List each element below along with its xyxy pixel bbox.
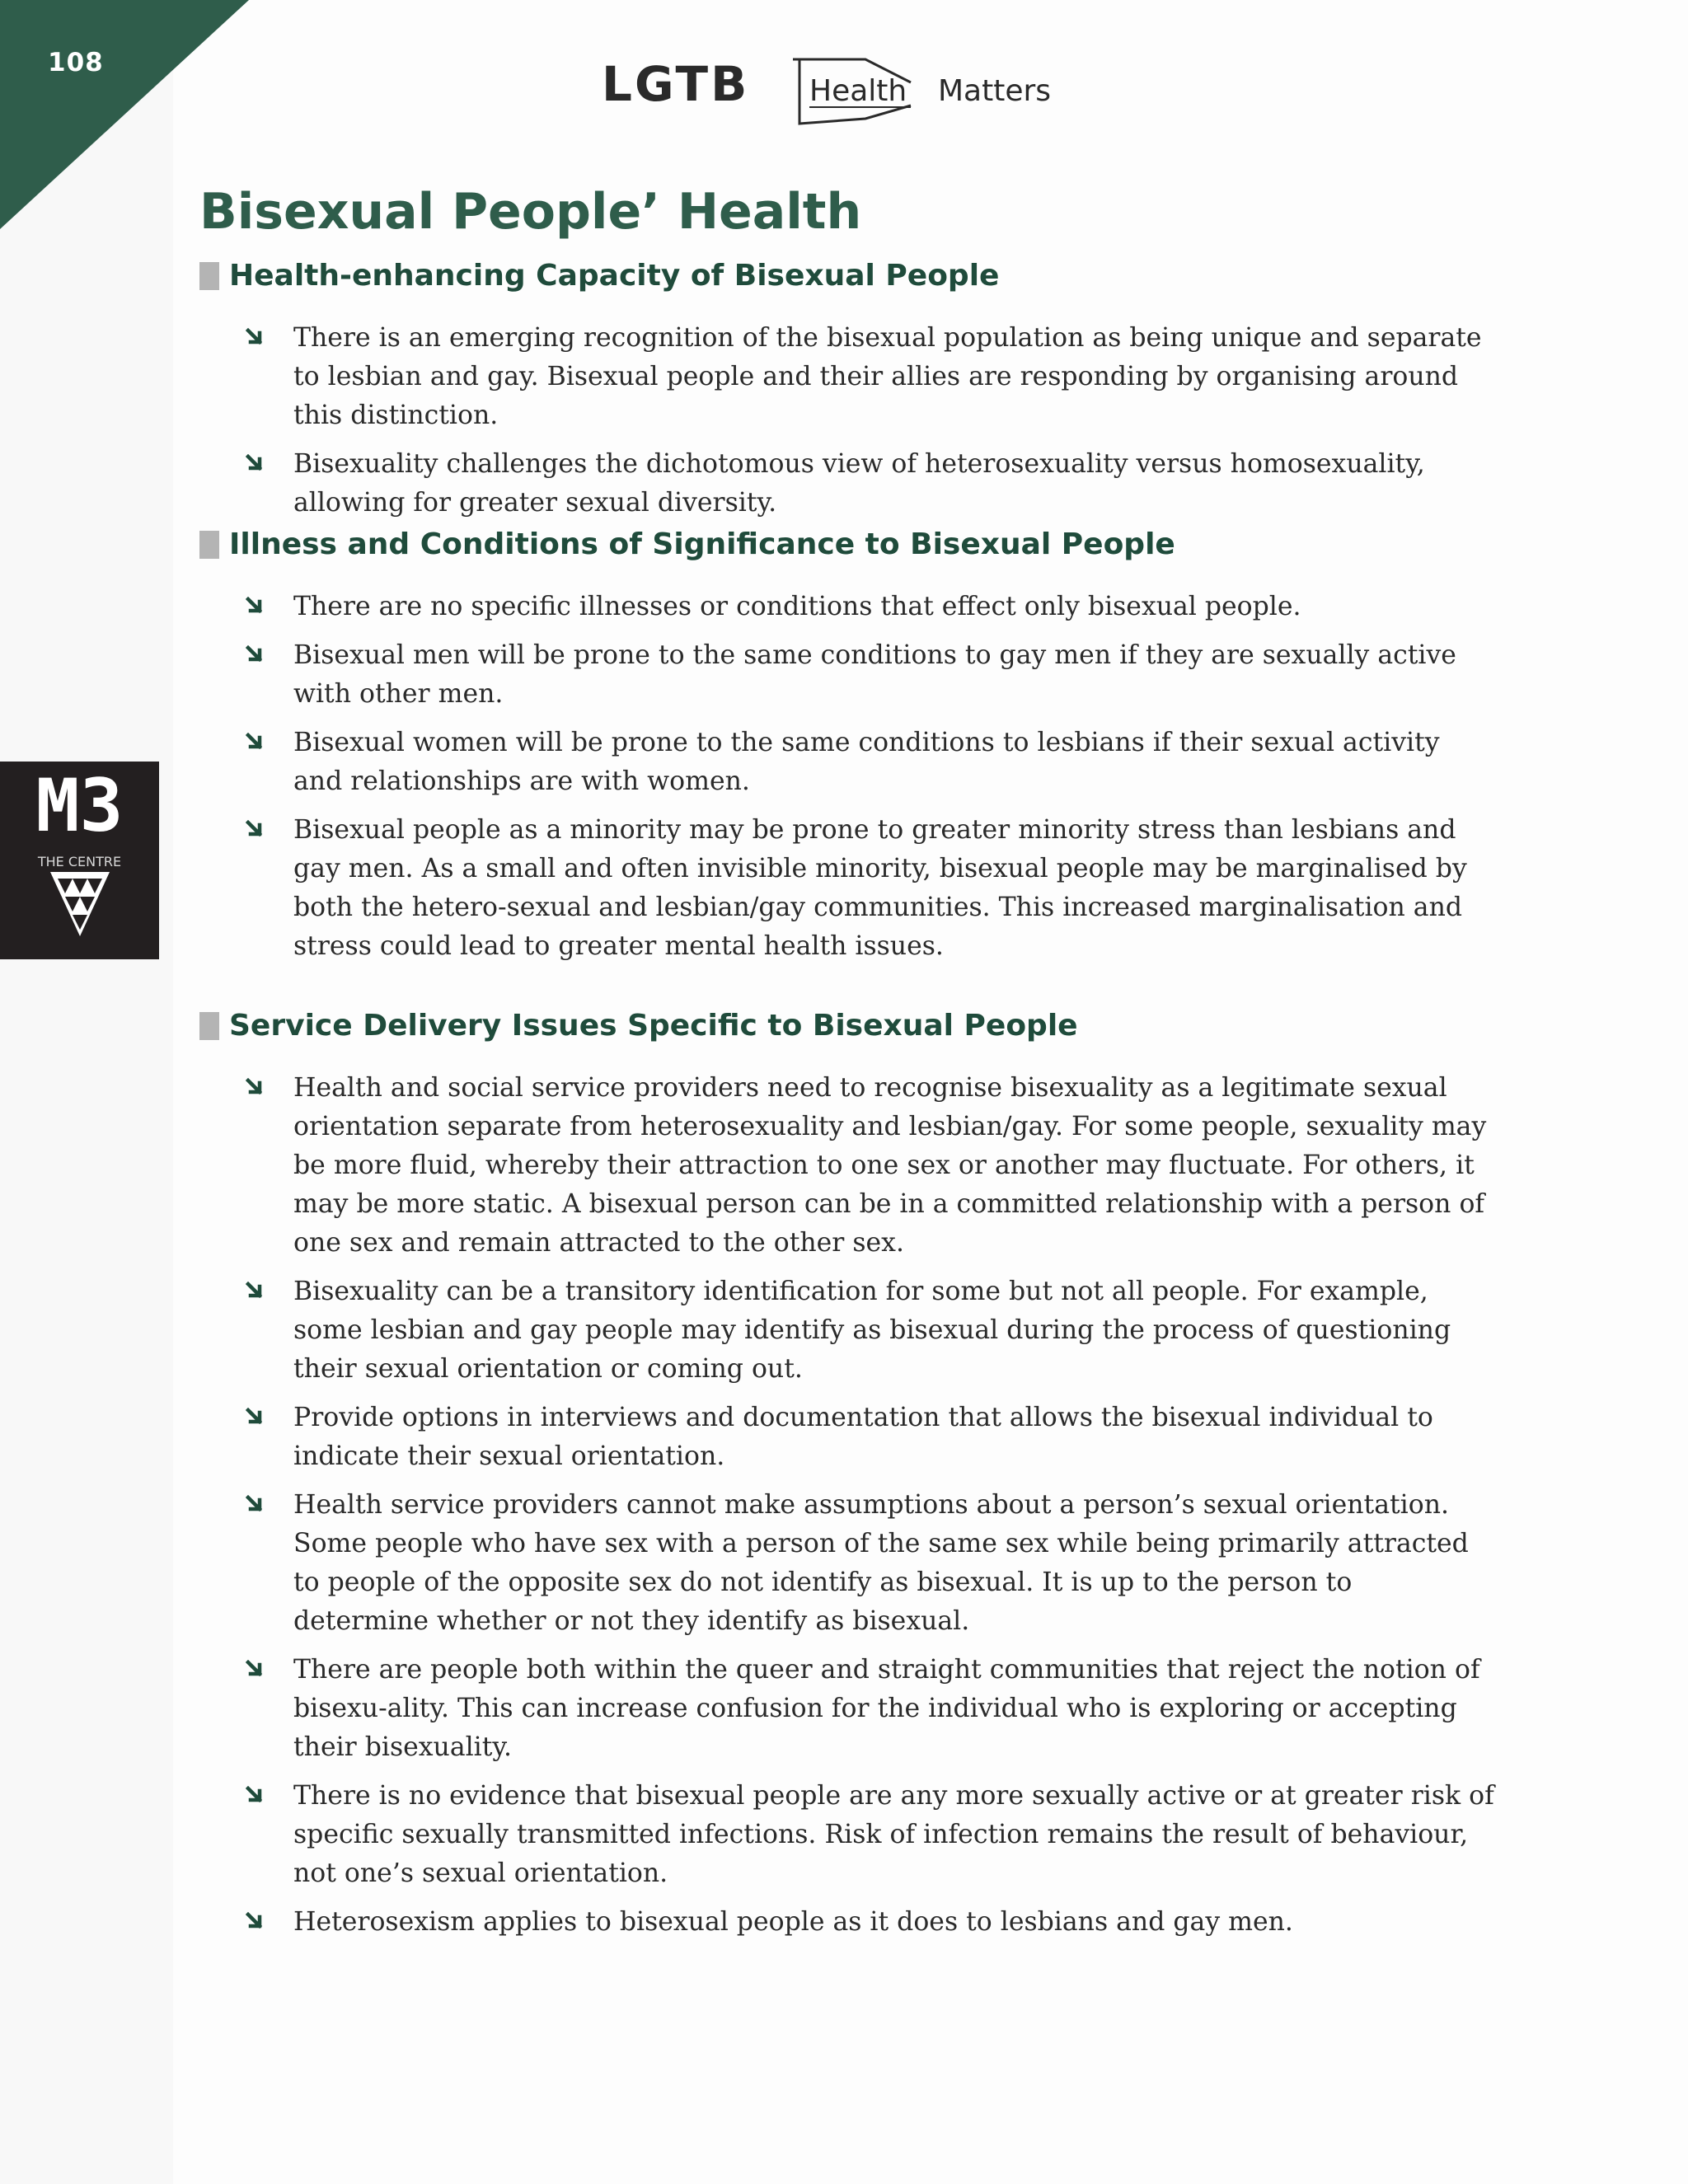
logo-mark: LGTB — [602, 56, 750, 112]
bullet-list-capacity — [242, 319, 1495, 532]
section-heading-capacity — [199, 259, 999, 293]
arrow-down-right-icon — [242, 811, 293, 838]
header-logo — [602, 54, 1096, 129]
heading-marker — [199, 262, 219, 290]
page-number: 108 — [48, 48, 104, 77]
bullet-text: There is no evidence that bisexual people are any more sexually active or at greater risk of specific sexually transmitted infections. Risk of infection remains the result of behaviour, not one’s sexual orientation. — [293, 1781, 1494, 1888]
bullet-text: Heterosexism applies to bisexual people as it does to lesbians and gay men. — [293, 1907, 1293, 1937]
list-item — [242, 1272, 1495, 1389]
list-item — [242, 1903, 1495, 1942]
module-tab — [0, 762, 159, 959]
list-item — [242, 724, 1495, 801]
arrow-down-right-icon — [242, 1903, 293, 1930]
logo-health-text: Health — [809, 74, 907, 108]
bullet-list-illness — [242, 588, 1495, 976]
arrow-down-right-icon — [242, 1651, 293, 1678]
section-heading-service-delivery — [199, 1009, 1078, 1043]
section-heading-illness — [199, 527, 1175, 561]
module-label: THE CENTRE — [37, 854, 122, 869]
arrow-down-right-icon — [242, 445, 293, 472]
arrow-down-right-icon — [242, 1069, 293, 1096]
logo-matters-text: Matters — [938, 74, 1052, 108]
page-title: Bisexual People’ Health — [199, 183, 862, 241]
list-item — [242, 1486, 1495, 1641]
arrow-down-right-icon — [242, 636, 293, 663]
arrow-down-right-icon — [242, 319, 293, 346]
bullet-text: Bisexuality can be a transitory identification for some but not all people. For example, some lesbian and gay people may identify as bisexual during the process of questioning their sexual orientation or coming out. — [293, 1277, 1451, 1384]
arrow-down-right-icon — [242, 1272, 293, 1300]
list-item — [242, 1069, 1495, 1263]
list-item — [242, 811, 1495, 966]
bullet-text: There are people both within the queer and straight communities that reject the notion of bisexu-ality. This can increase confusion for the individual who is exploring or accepting their bisexuality. — [293, 1655, 1480, 1762]
bullet-text: Bisexual women will be prone to the same conditions to lesbians if their sexual activity and relationships are with women. — [293, 728, 1440, 796]
arrow-down-right-icon — [242, 1777, 293, 1804]
bullet-text: Health and social service providers need to recognise bisexuality as a legitimate sexual orientation separate from heterosexuality and lesbian/gay. For some people, sexuality may be more fluid, whereby their attraction to one sex or another may fluctuate. For others, it may be more static. A bisexual person can be in a committed relationship with a person of one sex and remain attracted to the other sex. — [293, 1073, 1487, 1258]
list-item — [242, 1651, 1495, 1767]
heading-marker — [199, 531, 219, 559]
arrow-down-right-icon — [242, 724, 293, 751]
list-item — [242, 1399, 1495, 1476]
module-code: M3 — [35, 763, 124, 848]
list-item — [242, 445, 1495, 523]
arrow-down-right-icon — [242, 588, 293, 615]
section-heading-text: Health-enhancing Capacity of Bisexual People — [229, 259, 1000, 293]
bullet-text: Provide options in interviews and documentation that allows the bisexual individual to indicate their sexual orientation. — [293, 1403, 1433, 1471]
list-item — [242, 319, 1495, 435]
list-item — [242, 588, 1495, 626]
centre-triangle-logo-icon — [50, 872, 110, 938]
bullet-text: There is an emerging recognition of the bisexual population as being unique and separate to lesbian and gay. Bisexual people and their allies are responding by organising around this distinction. — [293, 323, 1482, 430]
list-item — [242, 1777, 1495, 1893]
bullet-text: Health service providers cannot make assumptions about a person’s sexual orientation. Some people who have sex with a person of the same sex while being primarily attracted to people of the opposite sex do not identify as bisexual. It is up to the person to determine whether or not they identify as bisexual. — [293, 1490, 1469, 1636]
section-heading-text: Service Delivery Issues Specific to Bisexual People — [229, 1009, 1078, 1043]
bullet-text: Bisexual people as a minority may be prone to greater minority stress than lesbians and gay men. As a small and often invisible minority, bisexual people may be marginalised by both the hetero-sexual and lesbian/gay communities. This increased marginalisation and stress could lead to greater mental health issues. — [293, 815, 1467, 961]
bullet-text: Bisexual men will be prone to the same conditions to gay men if they are sexually active with other men. — [293, 640, 1456, 709]
arrow-down-right-icon — [242, 1399, 293, 1426]
arrow-down-right-icon — [242, 1486, 293, 1513]
section-heading-text: Illness and Conditions of Significance to Bisexual People — [229, 527, 1175, 561]
bullet-list-service-delivery — [242, 1069, 1495, 1952]
bullet-text: There are no specific illnesses or conditions that effect only bisexual people. — [293, 592, 1301, 621]
page-margin-band — [0, 0, 173, 2184]
bullet-text: Bisexuality challenges the dichotomous view of heterosexuality versus homosexuality, allowing for greater sexual diversity. — [293, 449, 1425, 518]
heading-marker — [199, 1012, 219, 1040]
list-item — [242, 636, 1495, 714]
